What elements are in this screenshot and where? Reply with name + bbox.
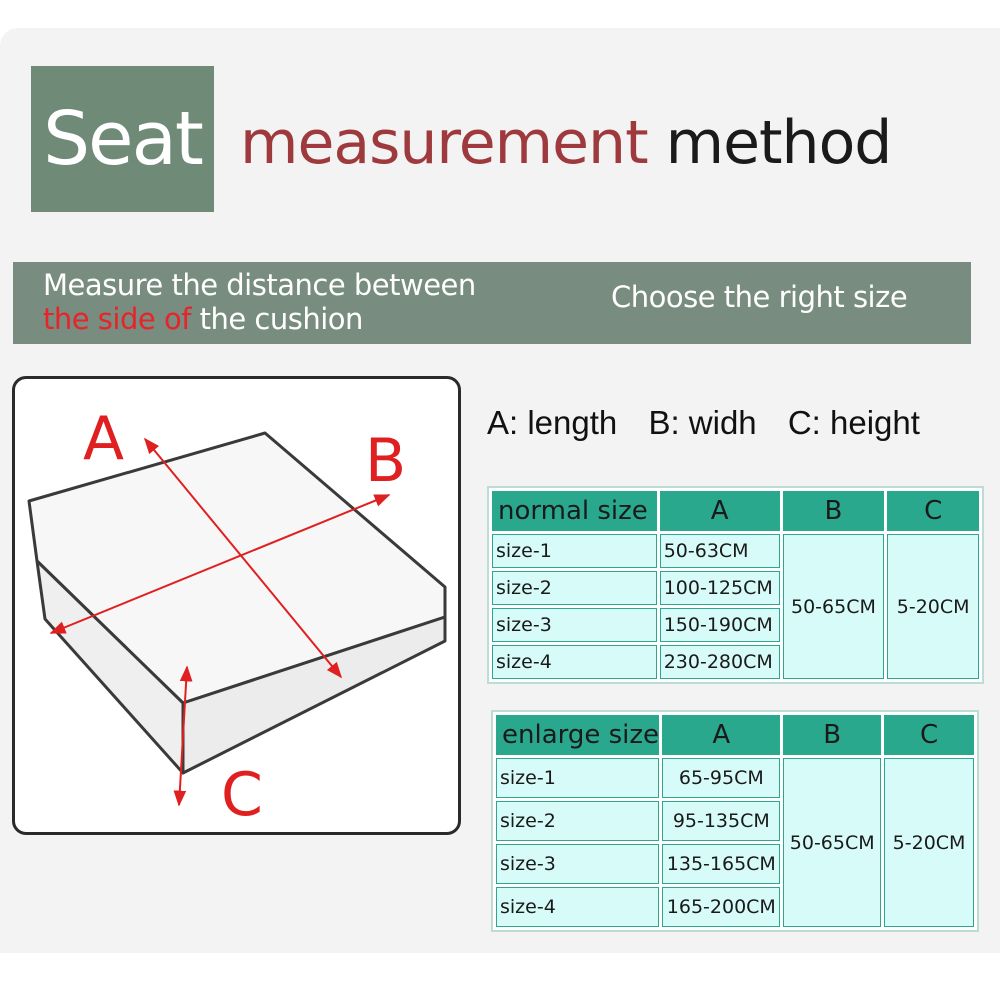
banner-line-2-rest: the cushion (190, 302, 363, 336)
page-title (240, 108, 891, 188)
size-cell: size-1 (496, 758, 659, 798)
title-seat-box (31, 66, 214, 212)
dimension-legend (487, 404, 942, 442)
banner-instruction (43, 268, 476, 336)
table-row (496, 758, 974, 798)
legend-c: C: height (787, 404, 920, 441)
instruction-banner (13, 262, 971, 344)
label-c: C (221, 760, 263, 830)
size-cell: size-1 (492, 534, 657, 568)
a-cell: 50-63CM (660, 534, 780, 568)
size-cell: size-2 (492, 571, 657, 605)
normal-size-table (487, 486, 984, 684)
header-b: B (783, 491, 885, 531)
size-cell: size-3 (496, 844, 659, 884)
legend-b: B: widh (648, 404, 757, 441)
label-a: A (83, 404, 125, 474)
title-measurement: measurement (240, 108, 648, 178)
b-cell: 50-65CM (783, 534, 885, 679)
size-cell: size-4 (492, 645, 657, 679)
header-normal-size: normal size (492, 491, 657, 531)
a-cell: 65-95CM (662, 758, 780, 798)
b-cell: 50-65CM (783, 758, 881, 927)
a-cell: 95-135CM (662, 801, 780, 841)
table-header-row (492, 491, 979, 531)
title-seat: Seat (43, 96, 202, 182)
a-cell: 100-125CM (660, 571, 780, 605)
label-b: B (365, 426, 407, 496)
legend-a: A: length (487, 404, 618, 441)
table-header-row (496, 715, 974, 755)
a-cell: 165-200CM (662, 887, 780, 927)
header-a: A (660, 491, 780, 531)
size-cell: size-3 (492, 608, 657, 642)
header-a: A (662, 715, 780, 755)
cushion-diagram (12, 376, 461, 835)
banner-line-1: Measure the distance between (43, 268, 476, 302)
banner-line-2 (43, 302, 476, 336)
header-c: C (884, 715, 974, 755)
a-cell: 135-165CM (662, 844, 780, 884)
banner-highlight: the side of (43, 302, 191, 336)
c-cell: 5-20CM (887, 534, 979, 679)
size-cell: size-4 (496, 887, 659, 927)
header-enlarge-size: enlarge size (496, 715, 659, 755)
size-cell: size-2 (496, 801, 659, 841)
header-c: C (887, 491, 979, 531)
title-method: method (665, 108, 892, 178)
cushion-drawing (15, 379, 464, 838)
table-row (492, 534, 979, 568)
enlarge-size-table (491, 710, 979, 932)
banner-choose-size: Choose the right size (611, 280, 908, 314)
header-b: B (783, 715, 881, 755)
c-cell: 5-20CM (884, 758, 974, 927)
a-cell: 150-190CM (660, 608, 780, 642)
a-cell: 230-280CM (660, 645, 780, 679)
